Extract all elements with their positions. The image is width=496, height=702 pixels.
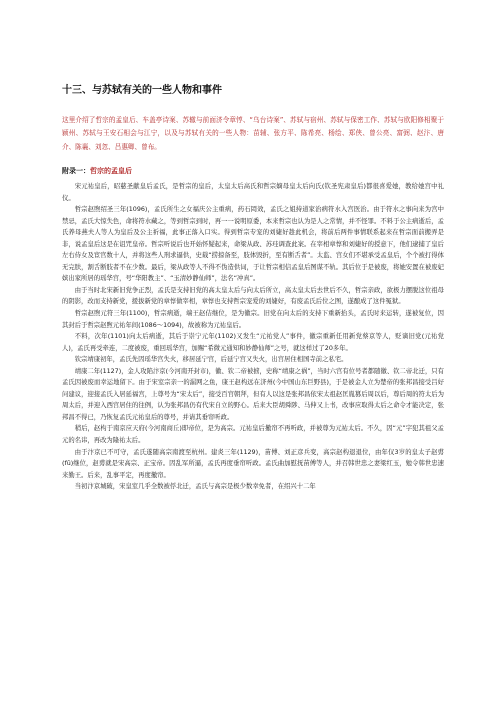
paragraph: 靖康二年(1127)，金人攻陷汴京(今河南开封市)，徽、钦二帝被掳，史称“靖康之祸”，当时六宫有位号者都随徽、钦二帝北迁，只有孟氏因被废而幸运地留下。由于宋室宗亲一的漏网之鱼，康王赵构远在济州(今中国山东巨野县)，于是被金人立为楚帝的张邦昌接受吕好问建议，迎接孟氏入居延福宫，上尊号为“宋太后”，接受百官朝拜，但有人以这是张邦昌依宋太祖赵匡胤篡后周以后，尊后周的符太后为周太后，并迎入西宫居住的往例，认为张邦昌仍有代宋自立的野心。后来大臣胡舜陟、马伸又上书，改事应取得太后之命令才能决定，张邦昌不得已，乃恢复孟氏元祐皇后的尊号，并请其垂帘听政。 (62, 367, 444, 421)
appendix-label: 附录一： (62, 167, 90, 175)
paragraph: 哲宗赵煦绍圣三年(1096)，孟氏所生之女福庆公主重病，药石罔效，孟氏之姐持道家治病符水入宫医治。由于符水之事向来为宫中禁忌，孟氏大惊失色，命将符水藏之，等到哲宗到时，再一一说明原委，本来哲宗也认为是人之常情，并不怪罪。不料于公主病逝后，孟氏养母燕夫人等人为皇后及公主祈福，此事正落入口实。得到哲宗专宠的刘婕好趁此机会，将前后两件事情联系起来在哲宗面前搬弄是非，说孟皇后这是在诅咒皇帝。哲宗听说后也开始怀疑起来，命梁从政、苏珪调查此案。在宰相章惇和刘婕好的授意下，他们逮捕了皇后左右侍女及宦官数十人，并将这些人刑求逼供，史载“捞掠备至，肢体毁折，至有断舌者”。太监、宫女们不堪承受孟皇后，个个被打得体无完肤，割舌断肢者不在少数。最后，梁从政等人不得不伪造供词，于让哲宗相信孟皇后图谋不轨。其后位于是被废，将她安置在被废妃嫔出家所居的瑶华宫，号“华阳教主”、“玉清妙静仙师”，法名“冲真”。 (62, 206, 444, 283)
paragraph: 钦宗靖康初年，孟氏先因瑶华宫失火，移居延宁宫，后延宁宫又失火，出宫居住相国寺前之私宅。 (74, 356, 348, 364)
paragraph: 不料，次年(1101)向太后病逝，其后于崇宁元年(1102)又发生“元祐党人”事件，徽宗重新任用新党蔡京等人，贬谪旧党(元祐党人)，孟氏再受牵连，二度被废，重回瑶华宫，加赐“希微元通知和妙静仙师”之号，就这样过了20多年。 (62, 333, 444, 352)
body-text (62, 181, 444, 493)
paragraph: 哲宗赵煦元符三年(1100)，哲宗病逝，端王赵佶继位，是为徽宗。旧党在向太后的支持下重新抬头，孟氏时来运转，遂被复位，因其封后于哲宗赵煦元祐年间(1086～1094)，故被称为元祐皇后。 (62, 310, 444, 329)
paragraph: 稍后，赵构于南京应天府(今河南商丘)即帝位，是为高宗。元祐皇后撤帘不再听政，并被尊为元祐太后。不久，因“元”字犯其祖父孟元的名讳，再改为隆祐太后。 (62, 425, 444, 445)
paragraph: 宋元祐皇后，昭慈圣献皇后孟氏，是哲宗的皇后，太皇太后高氏和哲宗嫡母皇太后向氏(钦圣宪肃皇后)都很喜爱她，教给她宫中礼仪。 (62, 183, 444, 202)
appendix-subtitle: 哲宗的孟皇后 (90, 167, 132, 175)
paragraph: 当初汴京城破，宋皇室几乎全数被俘北迁，孟氏与高宗是极少数幸免者，在绍兴十二年 (74, 483, 316, 491)
appendix-heading (62, 165, 442, 177)
section-title: 十三、与苏轼有关的一些人物和事件 (62, 85, 222, 96)
section-intro: 这里介绍了哲宗的孟皇后、车盖亭诗案、苏辙与前面济令章惇、“乌台诗案”、苏轼与宿州、苏轼与保密工作、苏轼与欧阳修相聚于颍州、苏轼与王安石相会与江宁，以及与苏轼有关的一些人物：苗辅、张方平、陈希亮、杨绘、郑侠、曾公亮、富弼、赵汴、唐介、陈襄、刘忽、吕惠卿、曾布。 (62, 116, 444, 151)
paragraph: 由于汴京已不可守，孟氏遂随高宗南渡至杭州。建炎三年(1129)，苗傅、刘正彦兵变，高宗赵构退退位，由年仅3岁的皇太子赵旉(fū)继位，赵旉就是宋高宗、正宝帝。因乱军所逼，孟氏再度垂帘听政。孟氏曲加慰抚苗傅等人，并召韩世忠之妻梁红玉，勉令韩世忠速来勤王。后来，乱事平定，再度撤帘。 (62, 448, 444, 479)
paragraph: 由于当时北宋新旧党争正烈，孟氏是支持旧党的高太皇太后与向太后所立，高太皇太后去世后不久，哲宗亲政，欲极力摆脱这位祖母的阴影，改而支持新党，援拔新党的章惇做宰相，章惇也支持哲宗宠爱的刘婕好，有废孟氏后位之图，遂酿成了这件冤狱。 (62, 286, 444, 306)
